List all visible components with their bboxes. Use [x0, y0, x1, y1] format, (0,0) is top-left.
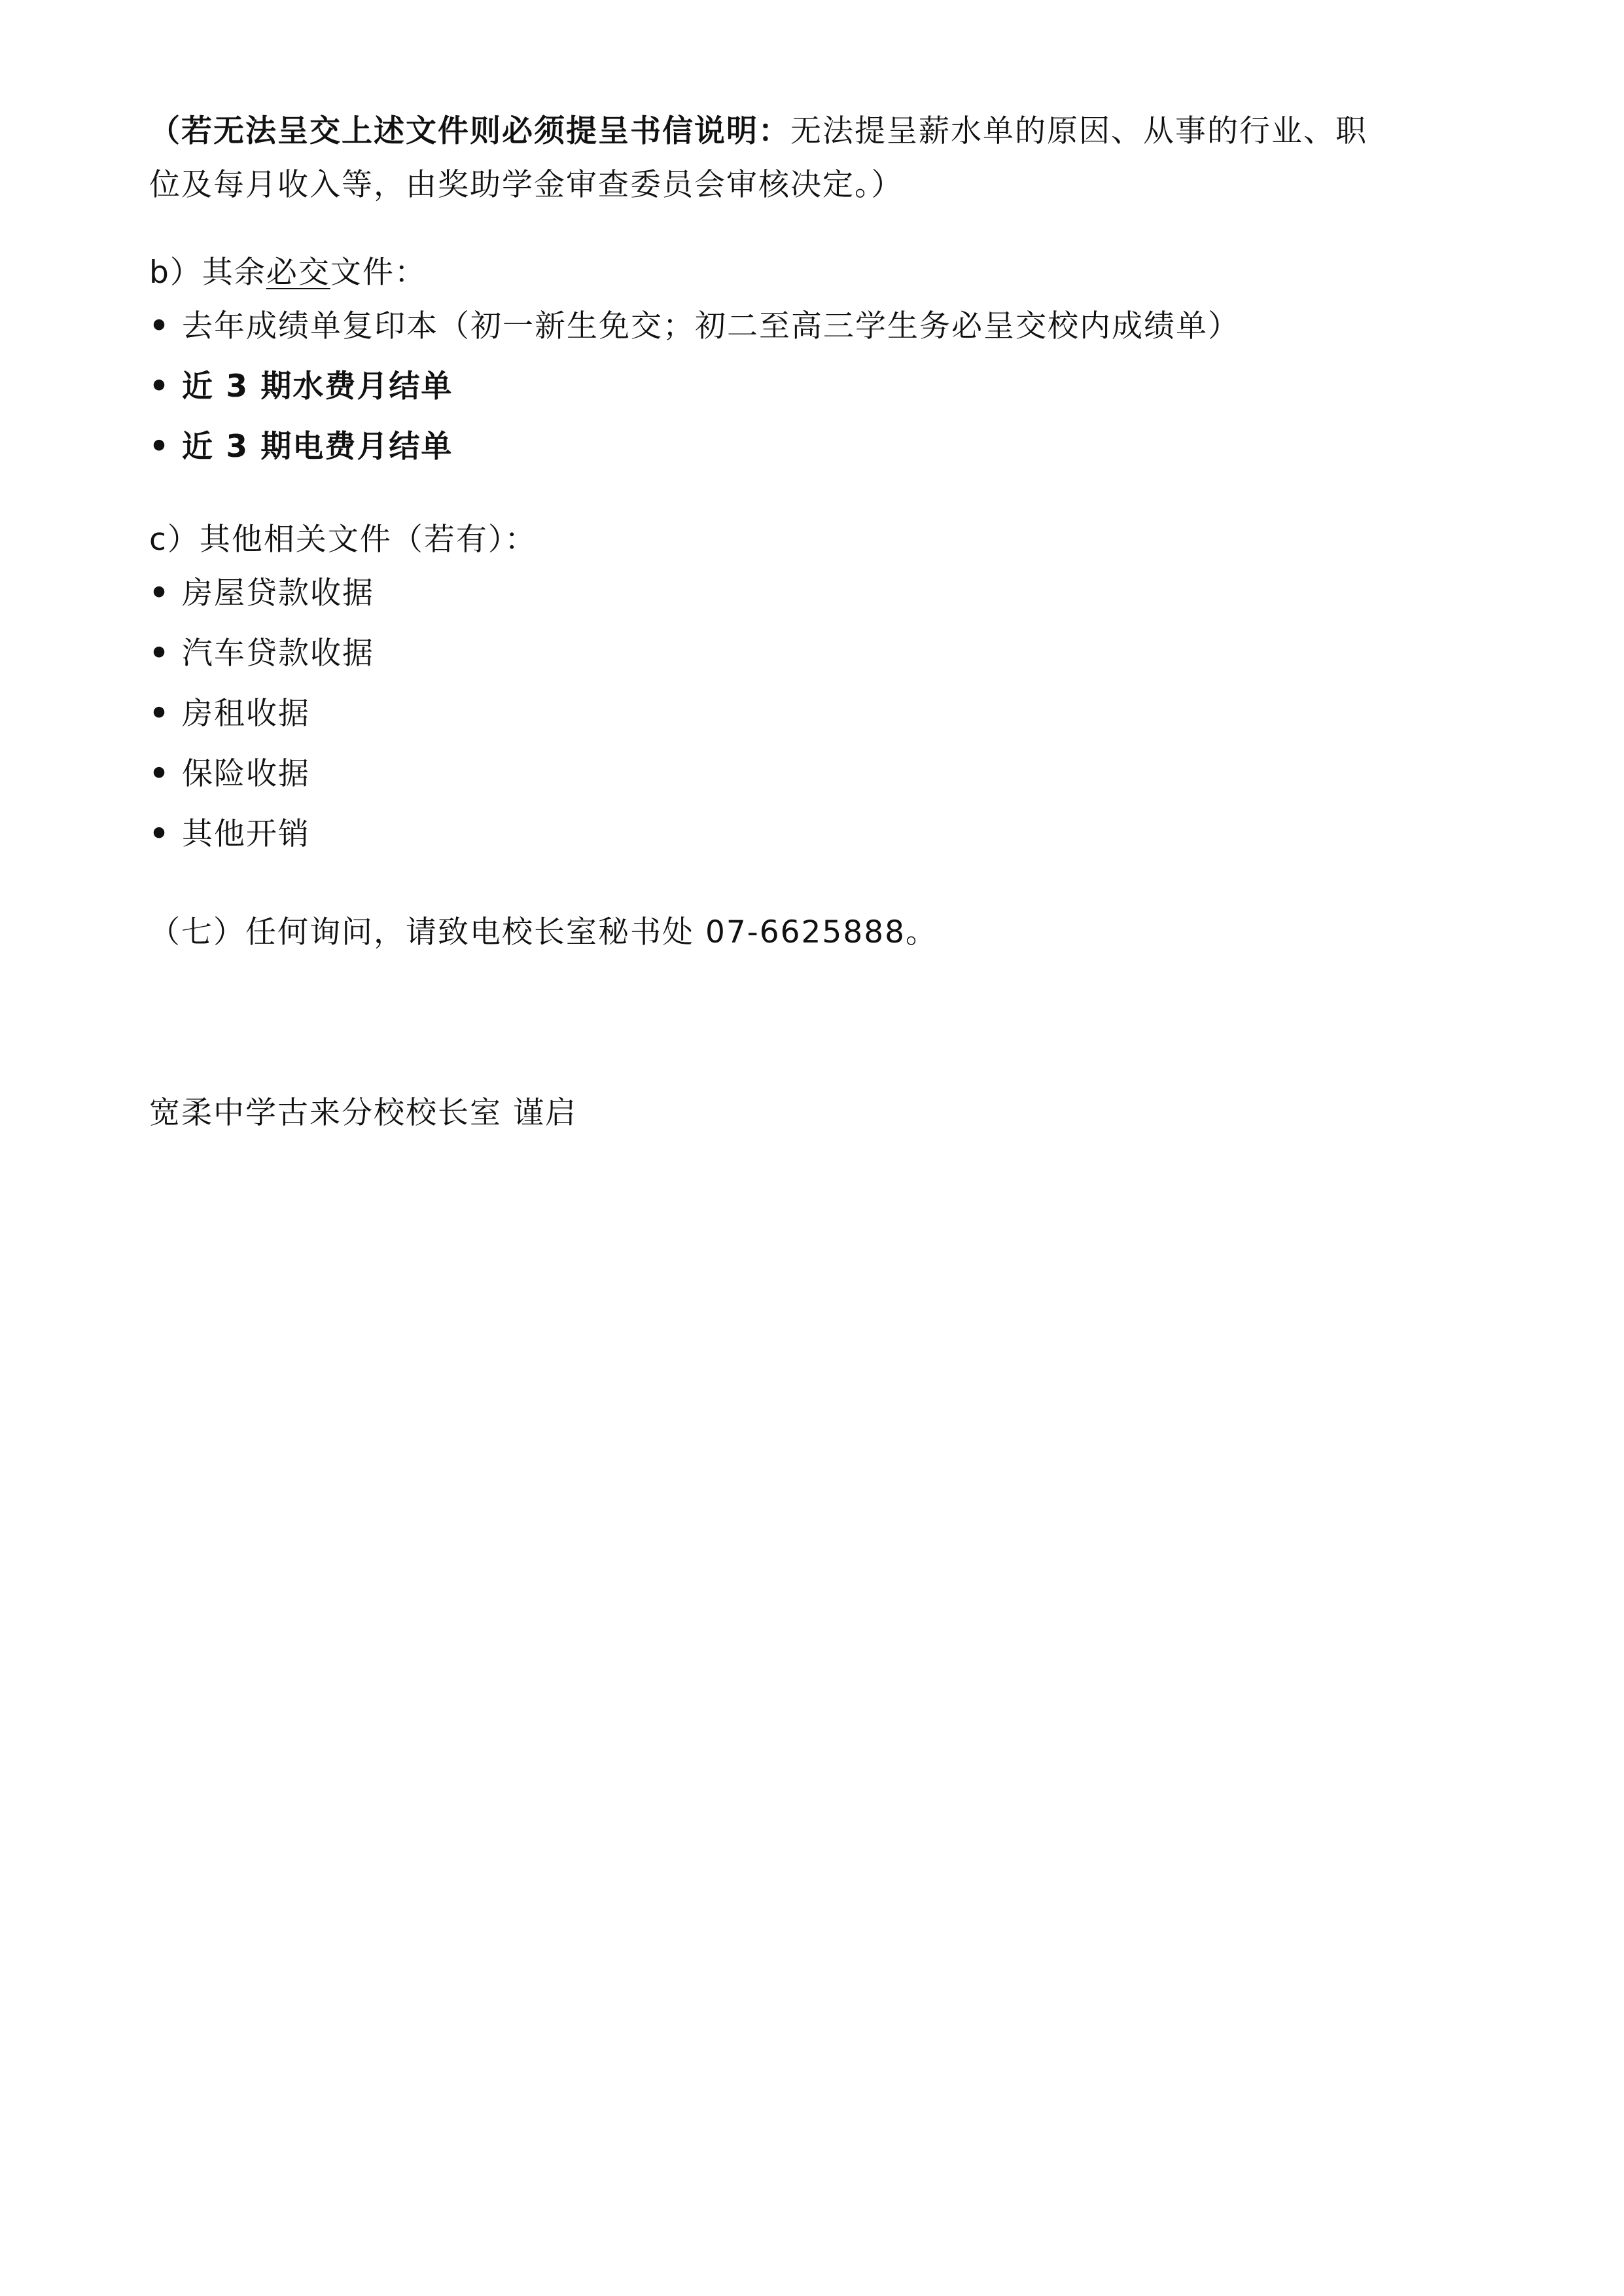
list-item-text: 近 3 期水费月结单 [182, 368, 453, 404]
intro-note-line-1 [149, 105, 1368, 158]
signature: 宽柔中学古来分校校长室 谨启 [149, 1095, 577, 1131]
inquiry-line: （七）任何询问，请致电校长室秘书处 07-6625888。 [149, 914, 938, 950]
list-item [149, 747, 310, 801]
list-item [149, 627, 374, 681]
section-b-suffix: 文件： [330, 255, 427, 291]
list-item-text: 汽车贷款收据 [182, 636, 374, 672]
section-b-heading [149, 246, 427, 300]
list-item [149, 687, 310, 741]
bullet-icon: • [149, 368, 171, 404]
list-item-text: 保险收据 [182, 756, 310, 792]
section-c-heading: c）其他相关文件（若有）： [149, 522, 537, 558]
bullet-icon: • [149, 308, 171, 344]
list-item-text: 房屋贷款收据 [182, 575, 374, 611]
bullet-icon: • [149, 756, 171, 792]
section-b-underlined: 必交 [266, 255, 330, 291]
list-item-text: 近 3 期电费月结单 [182, 429, 453, 465]
bullet-icon: • [149, 636, 171, 672]
list-item [149, 360, 453, 414]
list-item-text: 去年成绩单复印本（初一新生免交；初二至高三学生务必呈交校内成绩单） [182, 308, 1240, 344]
bullet-icon: • [149, 429, 171, 465]
bullet-icon: • [149, 696, 171, 732]
list-item [149, 300, 1240, 353]
section-b-prefix: b）其余 [149, 255, 266, 291]
list-item [149, 567, 374, 620]
intro-note-bold: （若无法呈交上述文件则必须提呈书信说明： [149, 113, 790, 149]
list-item [149, 808, 310, 861]
bullet-icon: • [149, 816, 171, 852]
intro-note-normal: 无法提呈薪水单的原因、从事的行业、职 [790, 113, 1368, 149]
list-item-text: 房租收据 [182, 696, 310, 732]
bullet-icon: • [149, 575, 171, 611]
intro-note-line-2: 位及每月收入等，由奖助学金审查委员会审核决定。） [149, 167, 904, 203]
list-item [149, 420, 453, 474]
list-item-text: 其他开销 [182, 816, 310, 852]
